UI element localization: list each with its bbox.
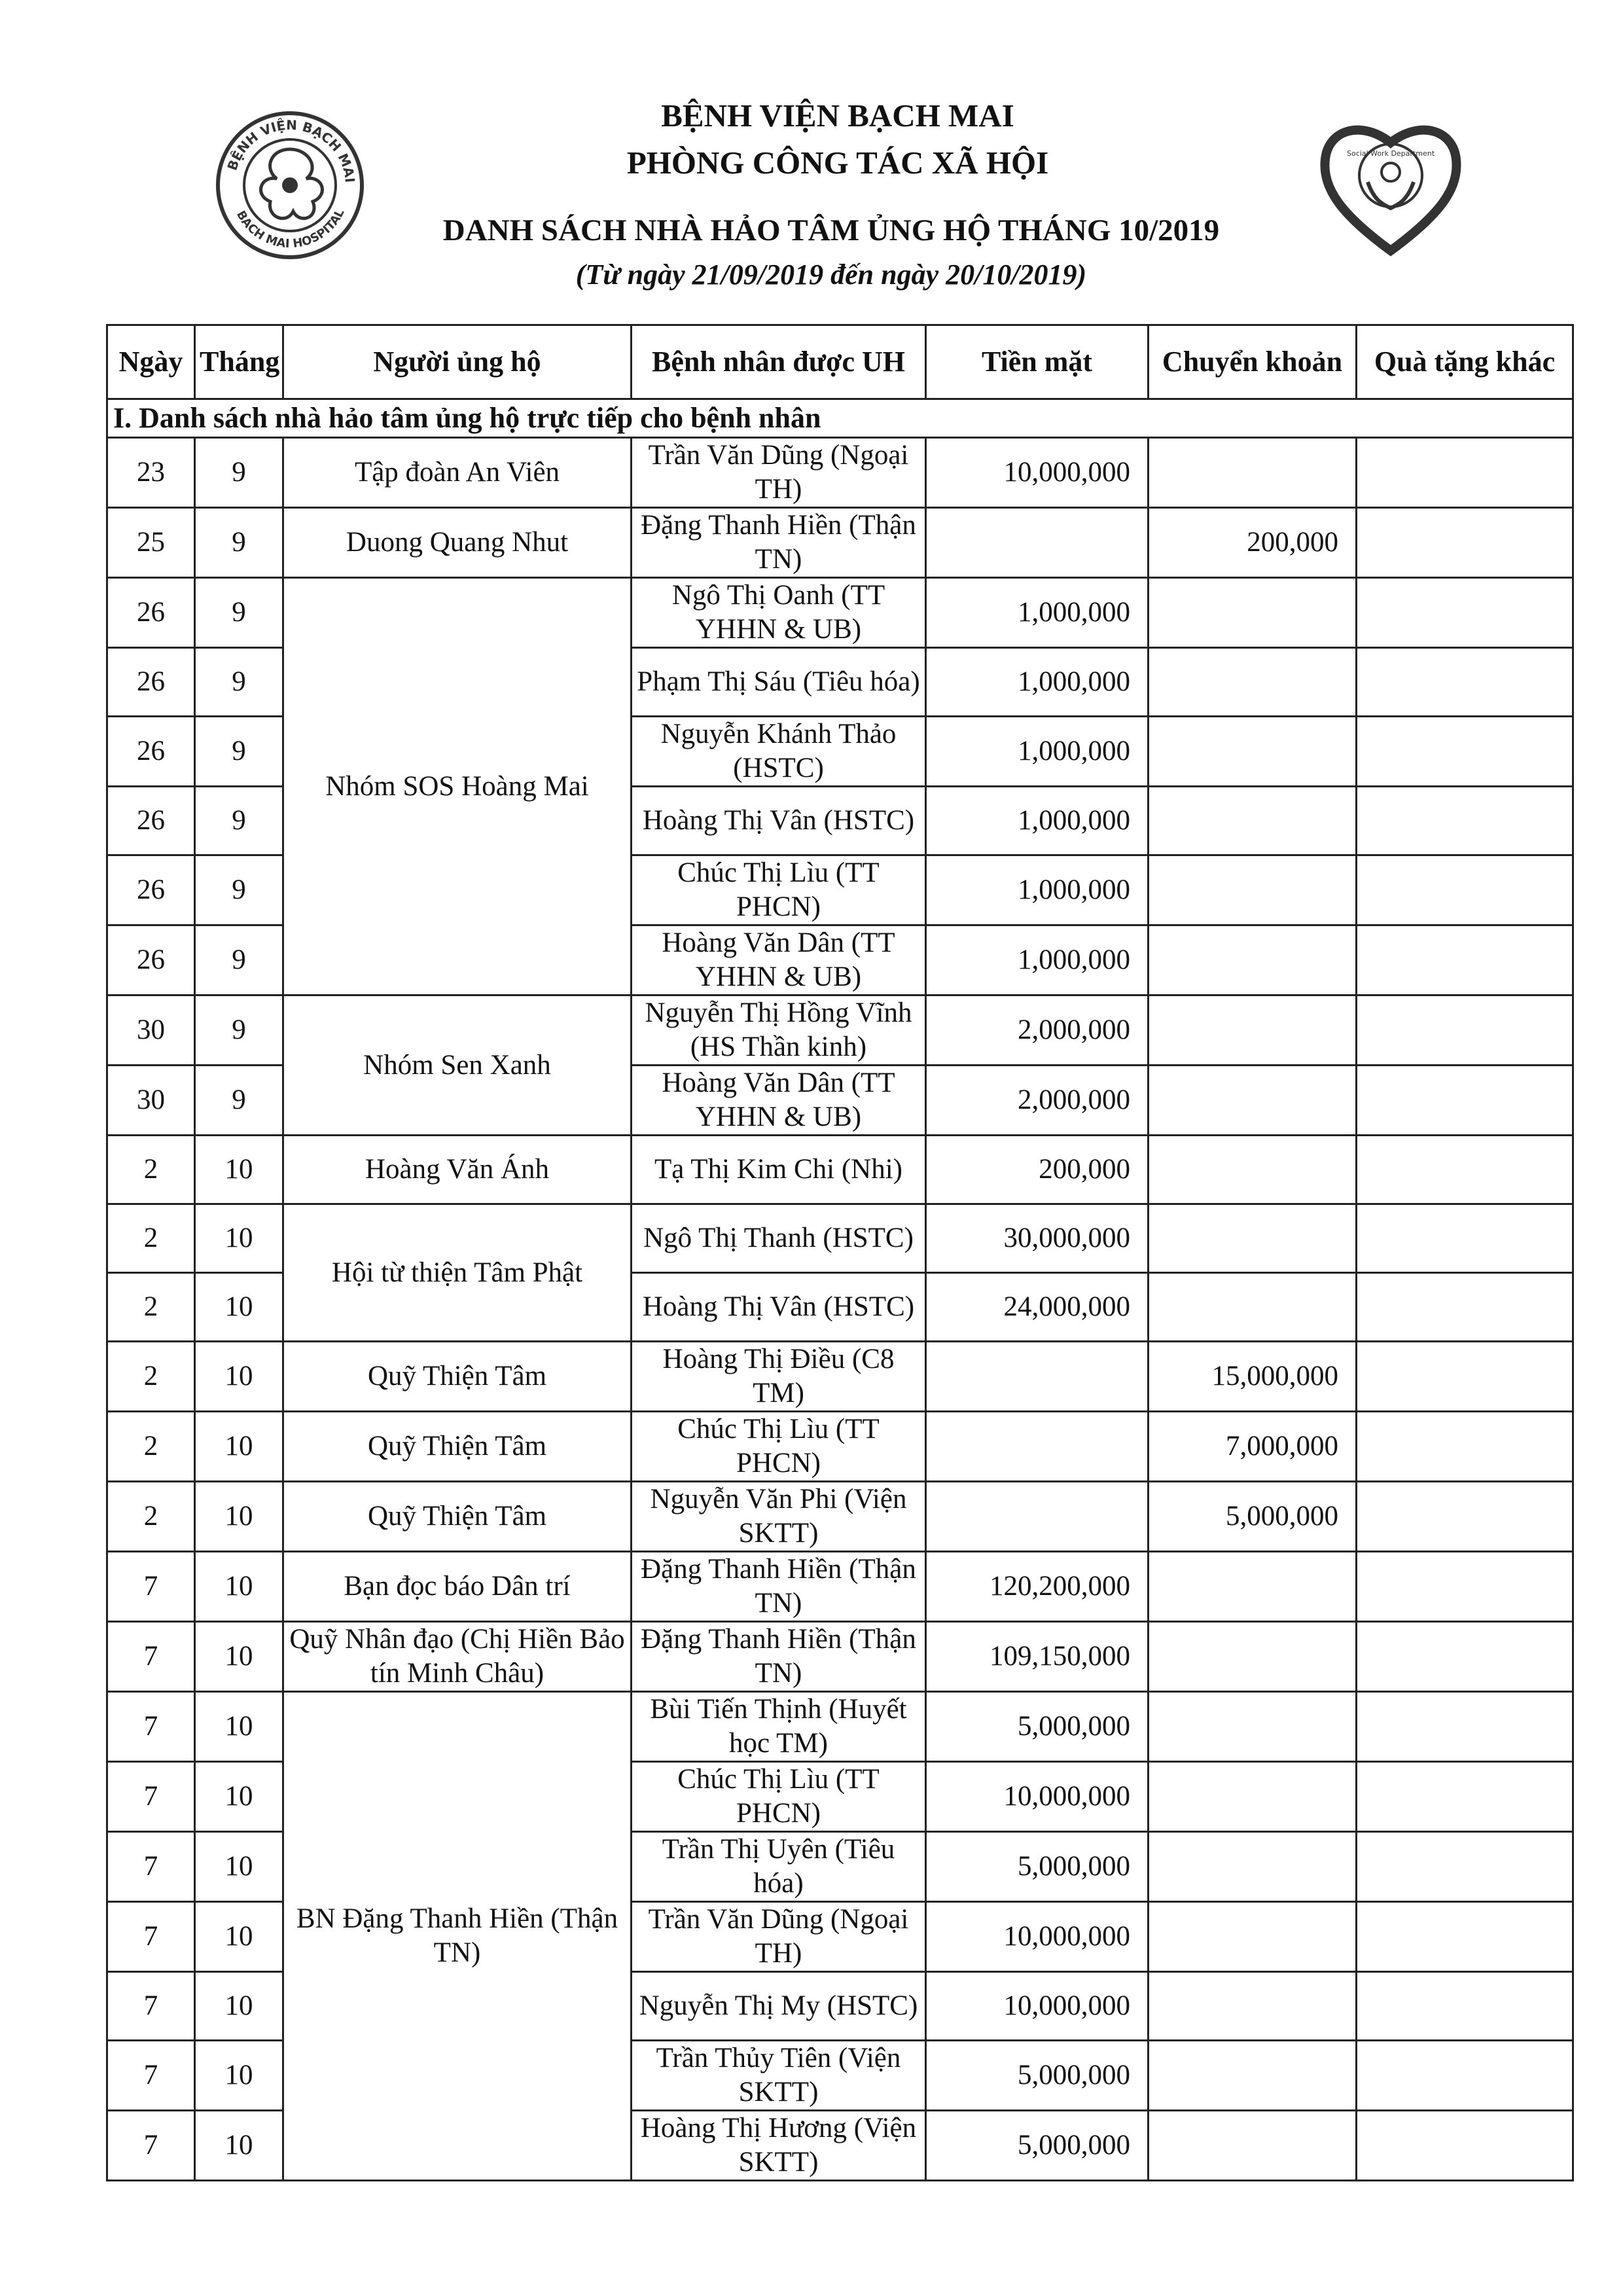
cell-patient: Nguyễn Thị My (HSTC) <box>632 1972 926 2041</box>
table-row <box>107 1622 1573 1692</box>
col-header-cash: Tiền mặt <box>926 325 1149 399</box>
cell-patient: Nguyễn Thị Hồng Vĩnh (HS Thần kinh) <box>632 996 926 1066</box>
cell-day: 7 <box>107 1832 195 1902</box>
cell-day: 25 <box>107 508 195 578</box>
cell-transfer <box>1149 1762 1357 1832</box>
cell-transfer: 200,000 <box>1149 508 1357 578</box>
cell-cash <box>926 1342 1149 1412</box>
cell-patient: Trần Văn Dũng (Ngoại TH) <box>632 1902 926 1972</box>
col-header-day: Ngày <box>107 325 195 399</box>
cell-day: 2 <box>107 1482 195 1552</box>
cell-patient: Hoàng Văn Dân (TT YHHN & UB) <box>632 1066 926 1136</box>
cell-day: 7 <box>107 1902 195 1972</box>
cell-gift <box>1357 648 1573 717</box>
cell-month: 9 <box>195 438 283 508</box>
cell-transfer <box>1149 648 1357 717</box>
cell-transfer <box>1149 1832 1357 1902</box>
cell-day: 7 <box>107 1552 195 1622</box>
section-title: I. Danh sách nhà hảo tâm ủng hộ trực tiếp cho bệnh nhân <box>107 399 1573 438</box>
cell-month: 10 <box>195 1692 283 1762</box>
table-row <box>107 1552 1573 1622</box>
cell-month: 9 <box>195 925 283 996</box>
cell-month: 10 <box>195 1552 283 1622</box>
cell-donor: BN Đặng Thanh Hiền (Thận TN) <box>283 1692 632 2181</box>
cell-month: 10 <box>195 1273 283 1342</box>
cell-gift <box>1357 1622 1573 1692</box>
cell-transfer <box>1149 717 1357 787</box>
cell-gift <box>1357 787 1573 855</box>
cell-month: 10 <box>195 1342 283 1412</box>
table-row <box>107 1482 1573 1552</box>
table-row <box>107 996 1573 1066</box>
cell-transfer <box>1149 1972 1357 2041</box>
cell-day: 26 <box>107 717 195 787</box>
cell-transfer <box>1149 1902 1357 1972</box>
department-name: PHÒNG CÔNG TÁC XÃ HỘI <box>626 145 1049 181</box>
cell-gift <box>1357 925 1573 996</box>
cell-transfer <box>1149 855 1357 925</box>
cell-donor: Nhóm SOS Hoàng Mai <box>283 578 632 996</box>
col-header-month: Tháng <box>195 325 283 399</box>
cell-cash: 1,000,000 <box>926 717 1149 787</box>
cell-patient: Đặng Thanh Hiền (Thận TN) <box>632 1552 926 1622</box>
cell-cash: 5,000,000 <box>926 1832 1149 1902</box>
table-row <box>107 1412 1573 1482</box>
col-header-transfer: Chuyển khoản <box>1149 325 1357 399</box>
logo-left-text-bottom: BACH MAI HOSPITAL <box>233 207 348 251</box>
cell-donor: Quỹ Thiện Tâm <box>283 1412 632 1482</box>
cell-gift <box>1357 2041 1573 2111</box>
cell-gift <box>1357 2111 1573 2181</box>
cell-month: 10 <box>195 2041 283 2111</box>
cell-patient: Tạ Thị Kim Chi (Nhi) <box>632 1136 926 1204</box>
hospital-name: BỆNH VIỆN BẠCH MAI <box>661 98 1014 134</box>
cell-day: 7 <box>107 1692 195 1762</box>
cell-gift <box>1357 1482 1573 1552</box>
cell-month: 9 <box>195 996 283 1066</box>
cell-cash: 10,000,000 <box>926 1972 1149 2041</box>
cell-day: 26 <box>107 648 195 717</box>
cell-day: 30 <box>107 1066 195 1136</box>
table-header-row <box>107 325 1573 399</box>
cell-day: 30 <box>107 996 195 1066</box>
table-row <box>107 1342 1573 1412</box>
cell-gift <box>1357 1273 1573 1342</box>
donor-table <box>106 324 1574 2181</box>
cell-transfer <box>1149 925 1357 996</box>
cell-month: 9 <box>195 717 283 787</box>
cell-donor: Bạn đọc báo Dân trí <box>283 1552 632 1622</box>
cell-day: 23 <box>107 438 195 508</box>
col-header-gift: Quà tặng khác <box>1357 325 1573 399</box>
cell-month: 9 <box>195 1066 283 1136</box>
cell-transfer <box>1149 1692 1357 1762</box>
cell-transfer <box>1149 1066 1357 1136</box>
cell-day: 2 <box>107 1412 195 1482</box>
cell-patient: Chúc Thị Lìu (TT PHCN) <box>632 1412 926 1482</box>
cell-cash: 1,000,000 <box>926 925 1149 996</box>
cell-month: 10 <box>195 1902 283 1972</box>
cell-donor: Quỹ Nhân đạo (Chị Hiền Bảo tín Minh Châu) <box>283 1622 632 1692</box>
cell-patient: Hoàng Thị Điều (C8 TM) <box>632 1342 926 1412</box>
cell-patient: Ngô Thị Thanh (HSTC) <box>632 1204 926 1273</box>
cell-cash: 2,000,000 <box>926 996 1149 1066</box>
cell-transfer: 5,000,000 <box>1149 1482 1357 1552</box>
cell-cash: 10,000,000 <box>926 1762 1149 1832</box>
cell-day: 26 <box>107 855 195 925</box>
cell-cash: 5,000,000 <box>926 2111 1149 2181</box>
col-header-patient: Bệnh nhân được UH <box>632 325 926 399</box>
cell-transfer <box>1149 1204 1357 1273</box>
cell-transfer <box>1149 1273 1357 1342</box>
cell-transfer <box>1149 578 1357 648</box>
cell-transfer <box>1149 996 1357 1066</box>
cell-gift <box>1357 1972 1573 2041</box>
cell-patient: Hoàng Thị Vân (HSTC) <box>632 1273 926 1342</box>
cell-cash: 1,000,000 <box>926 855 1149 925</box>
cell-cash <box>926 1412 1149 1482</box>
cell-patient: Phạm Thị Sáu (Tiêu hóa) <box>632 648 926 717</box>
cell-cash: 30,000,000 <box>926 1204 1149 1273</box>
cell-month: 9 <box>195 648 283 717</box>
cell-transfer <box>1149 1622 1357 1692</box>
logo-right-text: Social Work Department <box>1346 149 1435 158</box>
cell-day: 26 <box>107 787 195 855</box>
cell-month: 9 <box>195 787 283 855</box>
cell-donor: Hoàng Văn Ánh <box>283 1136 632 1204</box>
cell-transfer <box>1149 1136 1357 1204</box>
cell-month: 10 <box>195 1832 283 1902</box>
cell-transfer <box>1149 2111 1357 2181</box>
logo-left-text-top: BỆNH VIỆN BẠCH MAI <box>224 117 358 183</box>
cell-month: 9 <box>195 508 283 578</box>
cell-gift <box>1357 578 1573 648</box>
cell-month: 10 <box>195 1762 283 1832</box>
cell-cash: 5,000,000 <box>926 2041 1149 2111</box>
cell-day: 26 <box>107 925 195 996</box>
table-row <box>107 578 1573 648</box>
cell-month: 9 <box>195 578 283 648</box>
cell-gift <box>1357 1552 1573 1622</box>
cell-patient: Đặng Thanh Hiền (Thận TN) <box>632 508 926 578</box>
cell-cash: 109,150,000 <box>926 1622 1149 1692</box>
cell-day: 2 <box>107 1136 195 1204</box>
cell-day: 7 <box>107 1622 195 1692</box>
cell-patient: Trần Thị Uyên (Tiêu hóa) <box>632 1832 926 1902</box>
cell-day: 2 <box>107 1273 195 1342</box>
document-title: DANH SÁCH NHÀ HẢO TÂM ỦNG HỘ THÁNG 10/2019 <box>442 213 1220 247</box>
cell-donor: Duong Quang Nhut <box>283 508 632 578</box>
cell-gift <box>1357 1762 1573 1832</box>
cell-patient: Trần Văn Dũng (Ngoại TH) <box>632 438 926 508</box>
table-row <box>107 508 1573 578</box>
cell-month: 10 <box>195 1482 283 1552</box>
table-row <box>107 1136 1573 1204</box>
cell-cash: 24,000,000 <box>926 1273 1149 1342</box>
cell-patient: Hoàng Văn Dân (TT YHHN & UB) <box>632 925 926 996</box>
cell-gift <box>1357 1412 1573 1482</box>
cell-gift <box>1357 1066 1573 1136</box>
cell-day: 7 <box>107 2111 195 2181</box>
cell-patient: Bùi Tiến Thịnh (Huyết học TM) <box>632 1692 926 1762</box>
cell-gift <box>1357 508 1573 578</box>
cell-donor: Tập đoàn An Viên <box>283 438 632 508</box>
cell-patient: Đặng Thanh Hiền (Thận TN) <box>632 1622 926 1692</box>
cell-gift <box>1357 1204 1573 1273</box>
cell-transfer <box>1149 787 1357 855</box>
cell-patient: Chúc Thị Lìu (TT PHCN) <box>632 1762 926 1832</box>
cell-day: 7 <box>107 2041 195 2111</box>
cell-month: 10 <box>195 1412 283 1482</box>
cell-patient: Hoàng Thị Vân (HSTC) <box>632 787 926 855</box>
cell-donor: Quỹ Thiện Tâm <box>283 1342 632 1412</box>
table-row <box>107 438 1573 508</box>
cell-gift <box>1357 1342 1573 1412</box>
cell-patient: Nguyễn Khánh Thảo (HSTC) <box>632 717 926 787</box>
cell-transfer <box>1149 1552 1357 1622</box>
cell-day: 7 <box>107 1972 195 2041</box>
cell-cash: 1,000,000 <box>926 787 1149 855</box>
cell-gift <box>1357 1692 1573 1762</box>
cell-patient: Ngô Thị Oanh (TT YHHN & UB) <box>632 578 926 648</box>
document-subtitle: (Từ ngày 21/09/2019 đến ngày 20/10/2019) <box>575 259 1087 291</box>
col-header-donor: Người ủng hộ <box>283 325 632 399</box>
cell-month: 10 <box>195 1972 283 2041</box>
cell-patient: Trần Thủy Tiên (Viện SKTT) <box>632 2041 926 2111</box>
cell-month: 10 <box>195 1204 283 1273</box>
cell-donor: Quỹ Thiện Tâm <box>283 1482 632 1552</box>
table-row <box>107 1204 1573 1273</box>
cell-patient: Nguyễn Văn Phi (Viện SKTT) <box>632 1482 926 1552</box>
cell-gift <box>1357 1902 1573 1972</box>
cell-transfer <box>1149 438 1357 508</box>
cell-cash: 10,000,000 <box>926 1902 1149 1972</box>
cell-month: 10 <box>195 1136 283 1204</box>
cell-donor: Nhóm Sen Xanh <box>283 996 632 1136</box>
section-row <box>107 399 1573 438</box>
cell-patient: Chúc Thị Lìu (TT PHCN) <box>632 855 926 925</box>
cell-transfer: 7,000,000 <box>1149 1412 1357 1482</box>
cell-day: 26 <box>107 578 195 648</box>
cell-gift <box>1357 1136 1573 1204</box>
cell-cash <box>926 1482 1149 1552</box>
cell-cash: 1,000,000 <box>926 648 1149 717</box>
table-row <box>107 1692 1573 1762</box>
cell-month: 10 <box>195 1622 283 1692</box>
cell-transfer: 15,000,000 <box>1149 1342 1357 1412</box>
cell-day: 7 <box>107 1762 195 1832</box>
cell-patient: Hoàng Thị Hương (Viện SKTT) <box>632 2111 926 2181</box>
cell-cash: 10,000,000 <box>926 438 1149 508</box>
cell-cash: 200,000 <box>926 1136 1149 1204</box>
cell-month: 10 <box>195 2111 283 2181</box>
cell-cash: 1,000,000 <box>926 578 1149 648</box>
cell-cash: 120,200,000 <box>926 1552 1149 1622</box>
cell-donor: Hội từ thiện Tâm Phật <box>283 1204 632 1342</box>
cell-gift <box>1357 717 1573 787</box>
cell-cash: 2,000,000 <box>926 1066 1149 1136</box>
cell-day: 2 <box>107 1342 195 1412</box>
cell-gift <box>1357 1832 1573 1902</box>
cell-gift <box>1357 996 1573 1066</box>
cell-gift <box>1357 855 1573 925</box>
cell-month: 9 <box>195 855 283 925</box>
cell-gift <box>1357 438 1573 508</box>
cell-cash <box>926 508 1149 578</box>
cell-transfer <box>1149 2041 1357 2111</box>
cell-cash: 5,000,000 <box>926 1692 1149 1762</box>
cell-day: 2 <box>107 1204 195 1273</box>
